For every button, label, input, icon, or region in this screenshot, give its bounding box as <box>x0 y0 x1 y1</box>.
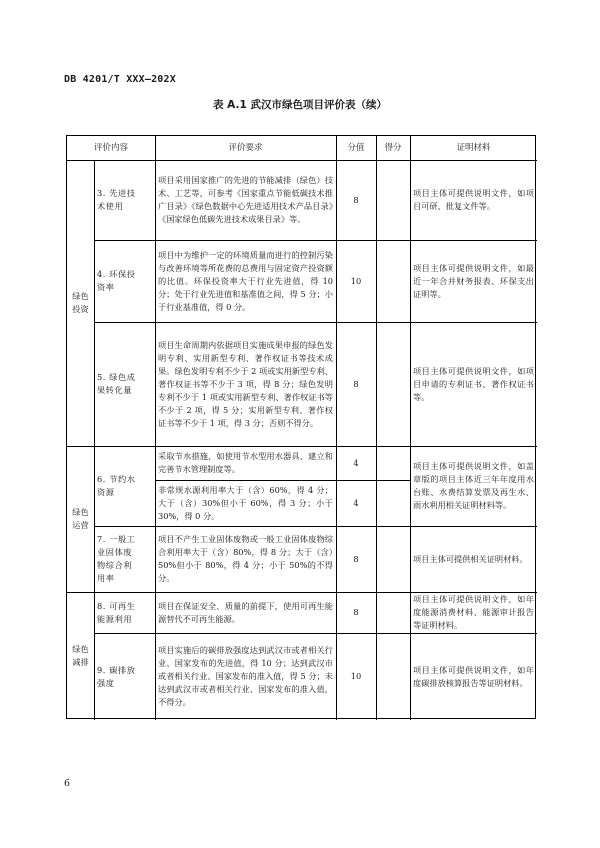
header-obtained: 得分 <box>384 142 402 153</box>
requirement-text: 项目中为维护一定的环境质量而进行的控制污染与改善环境等所花费的总费用与固定资产投资额的比值。环保投资率大于行业先进值，得 10 分；处于行业先进值和基准值之间，得 5 分；小于行业基准值，得 0 分。 <box>158 249 333 312</box>
group-label: 绿色 投资 <box>72 291 89 314</box>
requirement-text: 项目不产生工业固体废物或一般工业固体废物综合利用率大于（含）80%，得 8 分；大于（含）50%但小于 80%，得 4 分；小于 50%的不得分。 <box>158 534 333 583</box>
evidence-text: 项目主体可提供说明文件，如年度碳排放核算报告等证明材料。 <box>413 664 534 688</box>
item-label: 7. 一般工 业固体废 物综合利 用率 <box>97 534 136 583</box>
standard-code: DB 4201/T XXX—202X <box>64 74 176 85</box>
requirement-text: 项目实施后的碳排放强度达到武汉市或者相关行业、国家发布的先进值，得 10 分；达到武汉市或者相关行业、国家发布的准入值，得 5 分；未达到武汉市或者相关行业、国家发布的准入值，不得分。 <box>158 645 333 707</box>
obtained-score <box>376 526 410 592</box>
item-label: 6. 节约水 资源 <box>97 474 136 497</box>
obtained-score <box>376 446 410 526</box>
score-value: 10 <box>350 671 362 681</box>
obtained-score <box>376 322 410 446</box>
header-requirement: 评价要求 <box>228 142 263 153</box>
requirement-text: 项目采用国家推广的先进的节能减排（绿色）技术、工艺等，可参考《国家重点节能低碳技术推广目录》《绿色数据中心先进适用技术产品目录》《国家绿色低碳先进技术成果目录》等。 <box>158 175 333 224</box>
obtained-score <box>376 160 410 240</box>
score-value: 10 <box>350 275 362 286</box>
score-value: 8 <box>353 378 359 389</box>
header-score: 分值 <box>347 142 365 153</box>
requirement-text: 非常规水源利用率大于（含）60%，得 4 分；大于（含）30%但小于 60%，得 3 分；小于 30%，得 0 分。 <box>158 484 333 521</box>
requirement-text: 项目在保证安全、质量的前提下，使用可再生能源替代不可再生能源。 <box>158 600 333 624</box>
obtained-score <box>376 592 410 633</box>
score-value: 4 <box>353 457 359 468</box>
evidence-text: 项目主体可提供相关证明材料。 <box>413 553 528 564</box>
obtained-score <box>376 240 410 322</box>
item-label: 3. 先进技 术使用 <box>97 188 136 211</box>
obtained-score <box>376 633 410 720</box>
score-value: 4 <box>353 497 359 508</box>
requirement-text: 项目生命周期内依据项目实施成果申报的绿色发明专利、实用新型专利、著作权证书等技术成果。绿色发明专利不少于 2 项或实用新型专利、著作权证书等不少于 3 项，得 8 分；绿色发明专利不少于 1 项或实用新型专利、著作权证书等不少于 2 项，得 5 分；实用新型专利、著作权证书等不少于 1 项，得 3 分；否则不得分。 <box>158 339 333 428</box>
evidence-text: 项目主体可提供说明文件，如项目可研、批复文件等。 <box>413 188 534 211</box>
group-label: 绿色 减排 <box>72 644 89 667</box>
header-evidence: 证明材料 <box>456 142 491 153</box>
group-label: 绿色 运营 <box>72 507 89 530</box>
evidence-text: 项目主体可提供说明文件，如年度能源消费材料、能源审计报告等证明材料。 <box>413 594 534 630</box>
score-value: 8 <box>353 553 359 564</box>
evidence-text: 项目主体可提供说明文件，如最近一年合并财务报表、环保支出证明等。 <box>413 262 534 299</box>
item-label: 9. 碳排放 强度 <box>97 664 136 688</box>
evidence-text: 项目主体可提供说明文件，如项目申请的专利证书、著作权证书等。 <box>413 365 534 402</box>
score-value: 8 <box>353 194 359 205</box>
header-content: 评价内容 <box>93 142 128 153</box>
item-label: 8. 可再生 能源利用 <box>97 600 136 624</box>
table-title: 表 A.1 武汉市绿色项目评价表（续） <box>213 99 387 111</box>
page-number: 6 <box>64 778 71 789</box>
item-label: 4. 环保投 资率 <box>97 269 136 292</box>
evidence-text: 项目主体可提供说明文件，如盖章版的项目主体近三年年度用水台账、水费结算发票及再生水、雨水利用相关证明材料等。 <box>413 461 534 510</box>
score-value: 8 <box>353 607 359 617</box>
requirement-text: 采取节水措施，如使用节水型用水器具、建立和完善节水管理制度等。 <box>158 451 333 474</box>
evaluation-table <box>66 135 536 719</box>
item-label: 5. 绿色成 果转化量 <box>97 372 136 395</box>
